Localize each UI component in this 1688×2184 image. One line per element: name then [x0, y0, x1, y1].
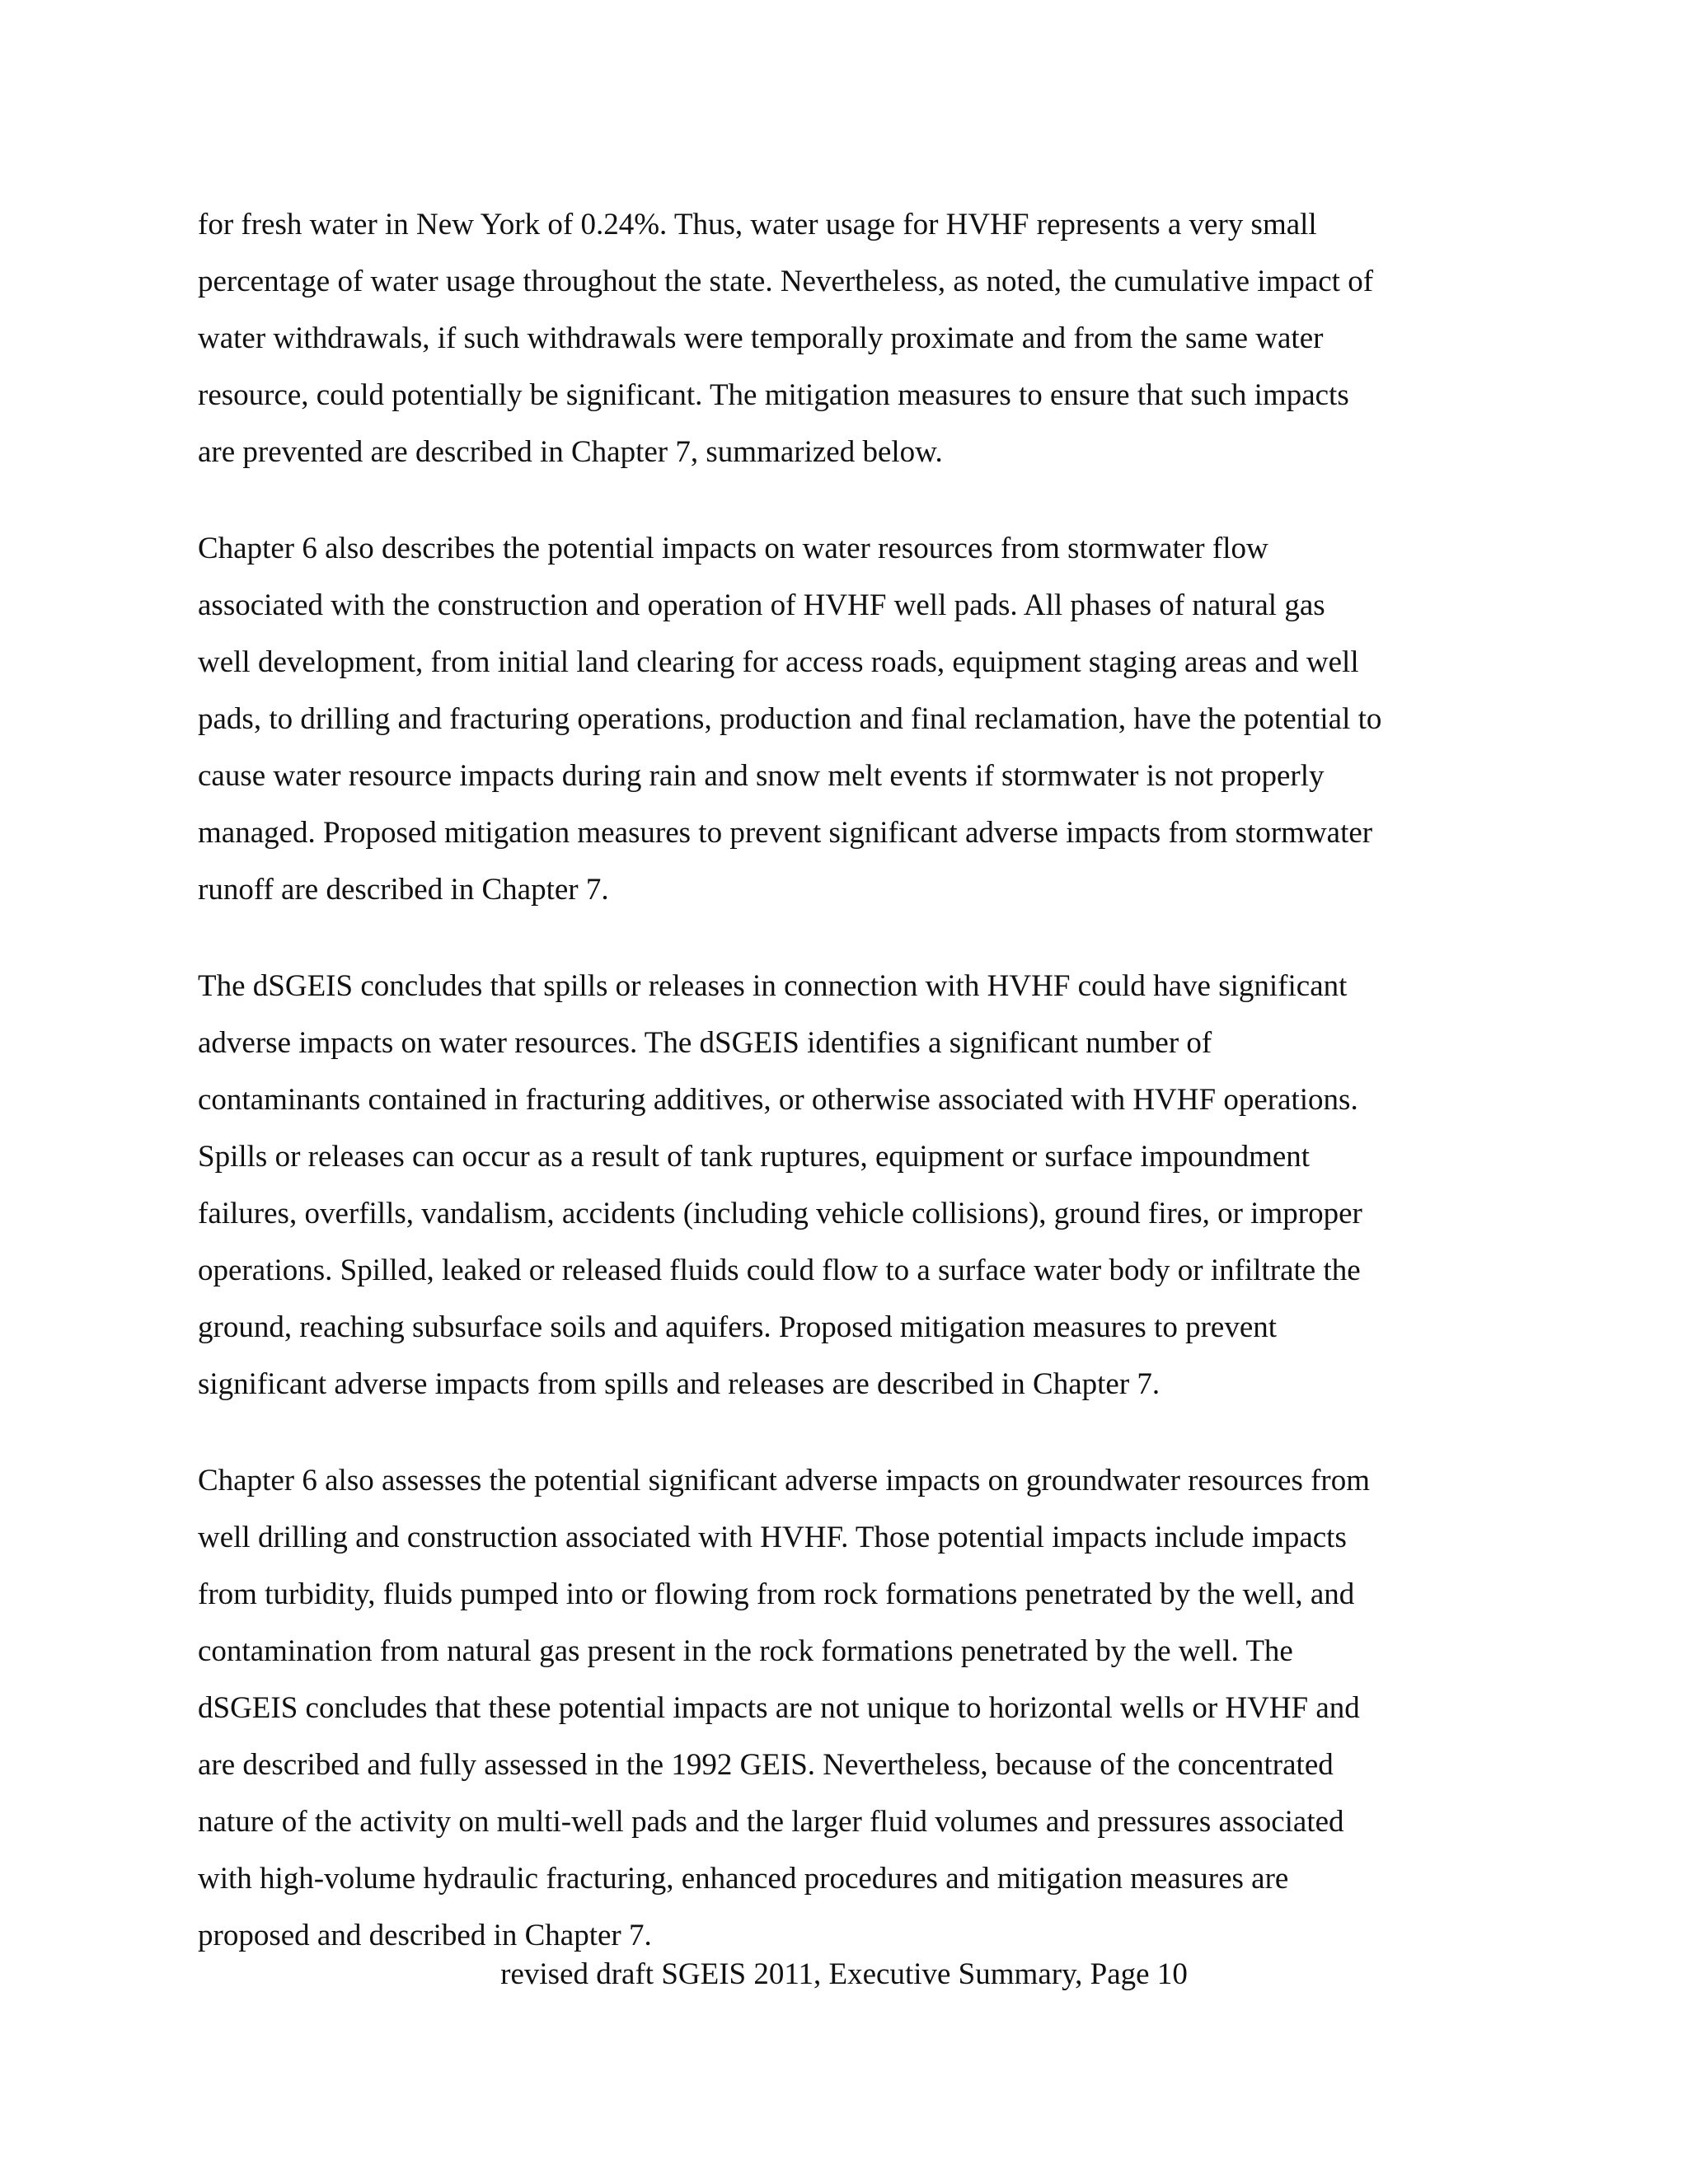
document-body — [198, 196, 1496, 2004]
text-line: water withdrawals, if such withdrawals were temporally proximate and from the same water — [198, 321, 1324, 355]
page-footer: revised draft SGEIS 2011, Executive Summary, Page 10 — [500, 1957, 1188, 1991]
text-line: runoff are described in Chapter 7. — [198, 873, 609, 907]
paragraph-water-usage — [198, 196, 1496, 480]
text-line: with high-volume hydraulic fracturing, enhanced procedures and mitigation measures are — [198, 1862, 1289, 1896]
text-line: dSGEIS concludes that these potential impacts are not unique to horizontal wells or HVHF and — [198, 1691, 1360, 1725]
text-line: contamination from natural gas present in the rock formations penetrated by the well. The — [198, 1634, 1293, 1668]
text-line: are described and fully assessed in the 1992 GEIS. Nevertheless, because of the concentrated — [198, 1748, 1334, 1782]
text-line: managed. Proposed mitigation measures to prevent significant adverse impacts from stormwater — [198, 816, 1373, 850]
text-line: significant adverse impacts from spills and releases are described in Chapter 7. — [198, 1367, 1160, 1401]
text-line: proposed and described in Chapter 7. — [198, 1919, 652, 1952]
text-line: percentage of water usage throughout the state. Nevertheless, as noted, the cumulative impact of — [198, 265, 1374, 298]
text-line: for fresh water in New York of 0.24%. Thus, water usage for HVHF represents a very small — [198, 208, 1317, 241]
text-line: ground, reaching subsurface soils and aquifers. Proposed mitigation measures to prevent — [198, 1310, 1278, 1344]
text-line: cause water resource impacts during rain and snow melt events if stormwater is not properly — [198, 759, 1325, 793]
paragraph-stormwater — [198, 520, 1496, 918]
text-line: well development, from initial land clearing for access roads, equipment staging areas and well — [198, 645, 1359, 679]
text-line: nature of the activity on multi-well pads and the larger fluid volumes and pressures associated — [198, 1805, 1344, 1839]
text-line: from turbidity, fluids pumped into or flowing from rock formations penetrated by the well, and — [198, 1577, 1355, 1611]
text-line: The dSGEIS concludes that spills or releases in connection with HVHF could have significant — [198, 969, 1348, 1003]
text-line: pads, to drilling and fracturing operations, production and final reclamation, have the potential to — [198, 702, 1382, 736]
text-line: adverse impacts on water resources. The dSGEIS identifies a significant number of — [198, 1026, 1212, 1060]
text-line: Chapter 6 also describes the potential impacts on water resources from stormwater flow — [198, 532, 1268, 565]
text-line: associated with the construction and operation of HVHF well pads. All phases of natural gas — [198, 588, 1325, 622]
text-line: operations. Spilled, leaked or released fluids could flow to a surface water body or infiltrate the — [198, 1254, 1361, 1287]
text-line: Chapter 6 also assesses the potential significant adverse impacts on groundwater resources from — [198, 1464, 1371, 1497]
text-line: are prevented are described in Chapter 7, summarized below. — [198, 435, 943, 469]
text-line: Spills or releases can occur as a result of tank ruptures, equipment or surface impoundment — [198, 1140, 1311, 1174]
text-line: well drilling and construction associated with HVHF. Those potential impacts include impacts — [198, 1521, 1347, 1554]
paragraph-groundwater — [198, 1452, 1496, 1964]
paragraph-spills — [198, 958, 1496, 1413]
text-line: failures, overfills, vandalism, accidents (including vehicle collisions), ground fires, or improper — [198, 1197, 1362, 1230]
text-line: contaminants contained in fracturing additives, or otherwise associated with HVHF operations. — [198, 1083, 1358, 1117]
text-line: resource, could potentially be significant. The mitigation measures to ensure that such impacts — [198, 378, 1349, 412]
